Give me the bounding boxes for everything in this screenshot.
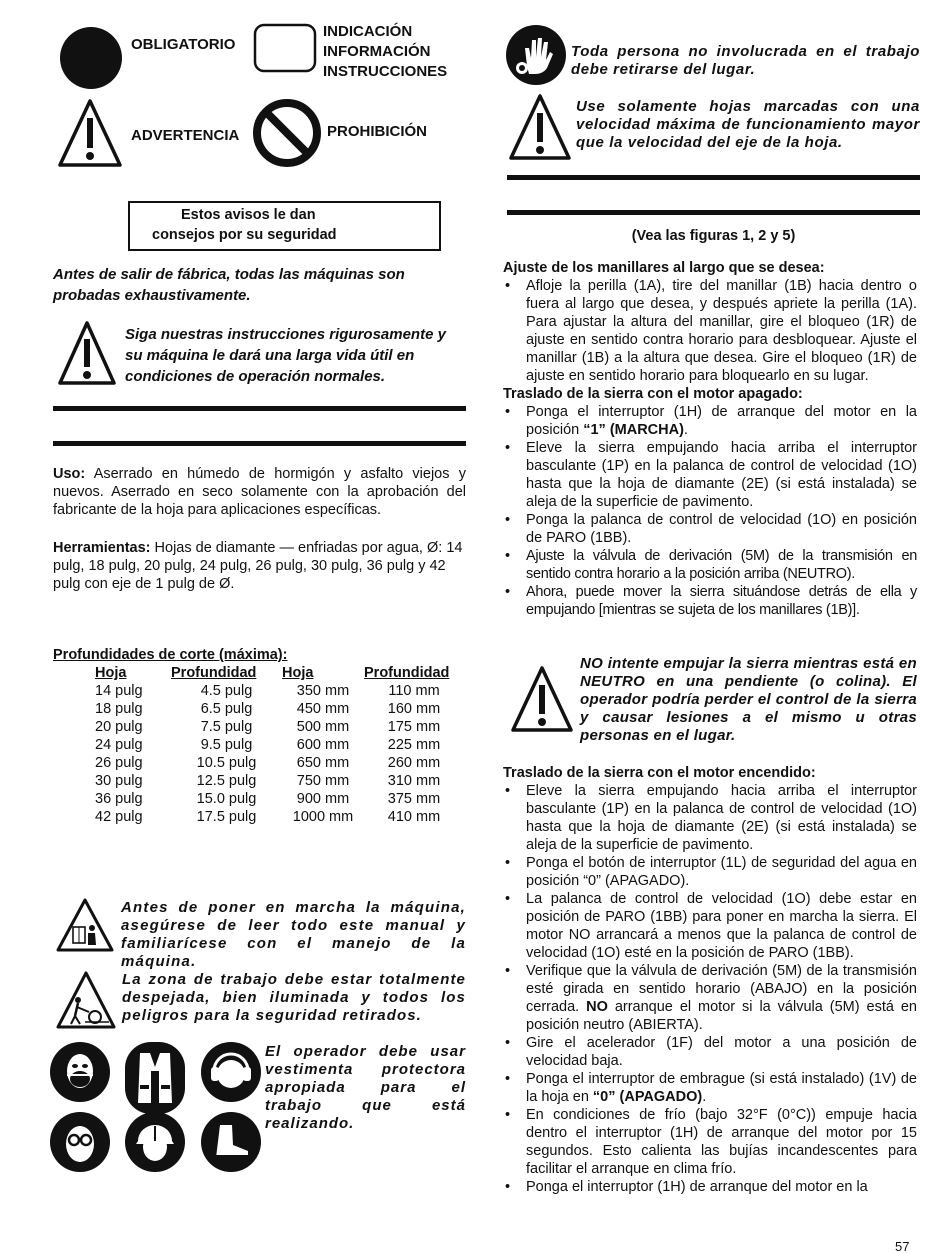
table-cell: 310 mm: [387, 773, 441, 789]
item-text: Ponga el interruptor de embrague (si está instalado) (1V) de la hoja en: [526, 1071, 917, 1105]
table-cell: 500 mm: [296, 719, 350, 735]
warning-triangle-icon: [57, 98, 123, 168]
legend-mandatory-label: OBLIGATORIO: [131, 36, 236, 53]
safety-boot-icon: [200, 1111, 262, 1173]
table-cell: 9.5 pulg: [200, 737, 253, 753]
table-cell: 17.5 pulg: [196, 809, 257, 825]
handle-adjust-section: [503, 259, 917, 619]
legend-info-line: INFORMACIÓN: [323, 43, 431, 60]
table-header-row: [95, 664, 464, 682]
table-cell: 42 pulg: [95, 809, 143, 825]
see-figures-note: (Vea las figuras 1, 2 y 5): [631, 228, 796, 244]
tools-label: Herramientas:: [53, 540, 151, 556]
handle-adjust-heading: Ajuste de los manillares al largo que se desea:: [503, 260, 825, 276]
col-header-blade: Hoja: [95, 665, 127, 681]
mandatory-symbol-icon: [59, 26, 123, 90]
table-cell: 6.5 pulg: [200, 701, 253, 717]
item-bold: “1” (MARCHA): [583, 422, 684, 438]
work-zone-note: La zona de trabajo debe estar totalmente despejada, bien iluminada y todos los peligros para la seguridad retirados.: [122, 971, 466, 1024]
protective-clothing-note: El operador debe usar vestimenta protectora apropiada para el trabajo que está realizando.: [265, 1043, 466, 1132]
tools-text: Hojas de diamante — enfriadas por agua, Ø: 14 pulg, 18 pulg, 20 pulg, 24 pulg, 26 pulg, 30 pulg, 36 pulg y 42 pulg con eje de 1 pulg de Ø.: [53, 540, 463, 592]
table-row: [95, 700, 464, 718]
item-text: .: [702, 1089, 707, 1105]
table-cell: 350 mm: [296, 683, 350, 699]
keep-away-hand-icon: [505, 24, 567, 86]
list-item: • La palanca de control de velocidad (1O) debe estar en posición de PARO (1BB) para poner en marcha la sierra. El motor NO arrancará a menos que la palanca de control de velocidad (1O) esté en la posición de PARO (1BB).: [503, 890, 917, 962]
list-item: • Ponga la palanca de control de velocidad (1O) en posición de PARO (1BB).: [503, 511, 917, 547]
table-cell: 650 mm: [296, 755, 350, 771]
table-cell: 375 mm: [387, 791, 441, 807]
table-cell: 4.5 pulg: [200, 683, 253, 699]
warning-triangle-icon: [57, 320, 117, 386]
hard-hat-icon: [124, 1111, 186, 1173]
list-item: • En condiciones de frío (bajo 32°F (0°C)) empuje hacia dentro el interruptor (1H) de arranque del motor por 15 segundos. Esto calienta las bujías incandescentes para facilitar el arranque en clima frío.: [503, 1106, 917, 1178]
page-number: 57: [895, 1239, 910, 1254]
section-divider: [53, 406, 466, 411]
list-item: • Eleve la sierra empujando hacia arriba el interruptor basculante (1P) en la palanca de control de velocidad (1O) hasta que la hoja de diamante (2E) (si está instalada) se aleja de la superficie de pavimento.: [503, 782, 917, 854]
table-cell: 900 mm: [296, 791, 350, 807]
table-cell: 10.5 pulg: [196, 755, 257, 771]
table-cell: 36 pulg: [95, 791, 143, 807]
safety-vest-icon: [124, 1041, 186, 1115]
table-row: [95, 808, 464, 826]
table-row: [95, 736, 464, 754]
table-cell: 15.0 pulg: [196, 791, 257, 807]
list-item: • Eleve la sierra empujando hacia arriba el interruptor basculante (1P) en la palanca de control de velocidad (1O) hasta que la hoja de diamante (2E) (si está instalada) se aleja de la superficie de pavimento.: [503, 439, 917, 511]
item-text: arranque el motor si la válvula (5M) está en posición neutro (ABIERTA).: [526, 999, 917, 1033]
section-divider: [53, 441, 466, 446]
read-manual-note: Antes de poner en marcha la máquina, asegúrese de leer todo este manual y familiarícese con el manejo de la máquina.: [121, 899, 466, 970]
table-cell: 30 pulg: [95, 773, 143, 789]
move-on-section: [503, 764, 917, 1196]
table-cell: 225 mm: [387, 737, 441, 753]
table-cell: 260 mm: [387, 755, 441, 771]
move-off-list: [503, 403, 917, 619]
work-zone-triangle-icon: [55, 970, 117, 1030]
handle-adjust-list: [503, 277, 917, 385]
item-text: Verifique que la válvula de derivación (5M) de la transmisión esté girada en sentido horario (ABAJO) en la posición cerrada.: [526, 963, 917, 1015]
legend-prohibition-label: PROHIBICIÓN: [327, 123, 428, 140]
table-cell: 7.5 pulg: [200, 719, 253, 735]
use-paragraph: [53, 465, 466, 519]
table-cell: 160 mm: [387, 701, 441, 717]
item-bold: NO: [586, 999, 608, 1015]
col-header-depth-mm: Profundidad: [364, 665, 450, 681]
eye-protection-icon: [49, 1111, 111, 1173]
item-bold: “0” (APAGADO): [592, 1089, 703, 1105]
table-row: [95, 754, 464, 772]
table-cell: 175 mm: [387, 719, 441, 735]
bystanders-note: Toda persona no involucrada en el trabajo debe retirarse del lugar.: [571, 43, 920, 78]
list-item: • Gire el acelerador (1F) del motor a una posición de velocidad baja.: [503, 1034, 917, 1070]
read-manual-triangle-icon: [55, 897, 115, 953]
follow-instructions-note: Siga nuestras instrucciones rigurosamente y su máquina le dará una larga vida útil en condiciones de operación normales.: [125, 326, 446, 385]
face-mask-icon: [49, 1041, 111, 1103]
table-row: [95, 718, 464, 736]
list-item: [503, 1070, 917, 1106]
legend-info-line: INSTRUCCIONES: [323, 63, 448, 80]
neutral-slope-warning: NO intente empujar la sierra mientras está en NEUTRO en una pendiente (o colina). El operador podría perder el control de la sierra y causar lesiones a el mismo u otras personas en el lugar.: [580, 655, 917, 744]
table-cell: 12.5 pulg: [196, 773, 257, 789]
prohibition-symbol-icon: [252, 98, 322, 168]
section-divider: [507, 175, 920, 180]
list-item: [503, 962, 917, 1034]
safety-advice-box: [128, 201, 441, 251]
move-off-heading: Traslado de la sierra con el motor apagado:: [503, 386, 803, 402]
ear-protection-icon: [200, 1041, 262, 1103]
factory-note: Antes de salir de fábrica, todas las máquinas son probadas exhaustivamente.: [53, 266, 405, 304]
list-item: • Afloje la perilla (1A), tire del manillar (1B) hacia dentro o fuera al largo que desea, y después apriete la perilla (1A). Para ajustar la altura del manillar, gire el bloqueo (1R) de ajuste en sentido contra horario para desbloquear. Ajuste el manillar (1B) a la altura que desea. Gire el bloqueo (1R) de ajuste en sentido horario para bloquearlo en su lugar.: [503, 277, 917, 385]
item-text: .: [683, 422, 688, 438]
tools-paragraph: [53, 539, 466, 593]
list-item: • Ponga el interruptor (1H) de arranque del motor en la: [503, 1178, 917, 1196]
safety-box-line: consejos por su seguridad: [152, 227, 337, 243]
move-on-heading: Traslado de la sierra con el motor encendido:: [503, 765, 816, 781]
use-text: Aserrado en húmedo de hormigón y asfalto viejos y nuevos. Aserrado en seco solamente con la aprobación del fabricante de la hoja para aplicaciones específicas.: [53, 466, 466, 518]
section-divider: [507, 210, 920, 215]
information-symbol-icon: [253, 23, 317, 73]
list-item: • Ahora, puede mover la sierra situándose detrás de ella y empujando [mientras se sujeta de los manillares (1B)].: [503, 583, 917, 619]
table-cell: 110 mm: [388, 683, 440, 699]
table-cell: 18 pulg: [95, 701, 143, 717]
item-text: Ponga el interruptor (1H) de arranque del motor en la posición: [526, 404, 917, 438]
table-cell: 20 pulg: [95, 719, 143, 735]
warning-triangle-icon: [508, 93, 572, 161]
table-cell: 14 pulg: [95, 683, 143, 699]
list-item: • Ajuste la válvula de derivación (5M) de la transmisión en sentido contra horario a la posición arriba (NEUTRO).: [503, 547, 917, 583]
legend-info-line: INDICACIÓN: [323, 23, 413, 40]
table-row: [95, 682, 464, 700]
col-header-depth: Profundidad: [171, 665, 257, 681]
table-row: [95, 772, 464, 790]
cutting-depth-table: [95, 664, 464, 826]
table-cell: 750 mm: [296, 773, 350, 789]
table-cell: 600 mm: [296, 737, 350, 753]
table-cell: 26 pulg: [95, 755, 143, 771]
warning-triangle-icon: [510, 665, 574, 733]
use-label: Uso:: [53, 466, 86, 482]
legend-info-labels: [323, 22, 447, 82]
table-cell: 1000 mm: [292, 809, 354, 825]
table-cell: 24 pulg: [95, 737, 143, 753]
table-cell: 410 mm: [387, 809, 441, 825]
cutting-depth-title: Profundidades de corte (máxima):: [53, 647, 288, 663]
list-item: [503, 403, 917, 439]
table-row: [95, 790, 464, 808]
safety-box-line: Estos avisos le dan: [181, 207, 316, 223]
list-item: • Ponga el botón de interruptor (1L) de seguridad del agua en posición “0” (APAGADO).: [503, 854, 917, 890]
table-cell: 450 mm: [296, 701, 350, 717]
blade-speed-note: Use solamente hojas marcadas con una velocidad máxima de funcionamiento mayor que la velocidad del eje de la hoja.: [576, 98, 920, 151]
legend-warning-label: ADVERTENCIA: [131, 127, 240, 144]
move-on-list: [503, 782, 917, 1196]
col-header-blade-mm: Hoja: [282, 665, 314, 681]
